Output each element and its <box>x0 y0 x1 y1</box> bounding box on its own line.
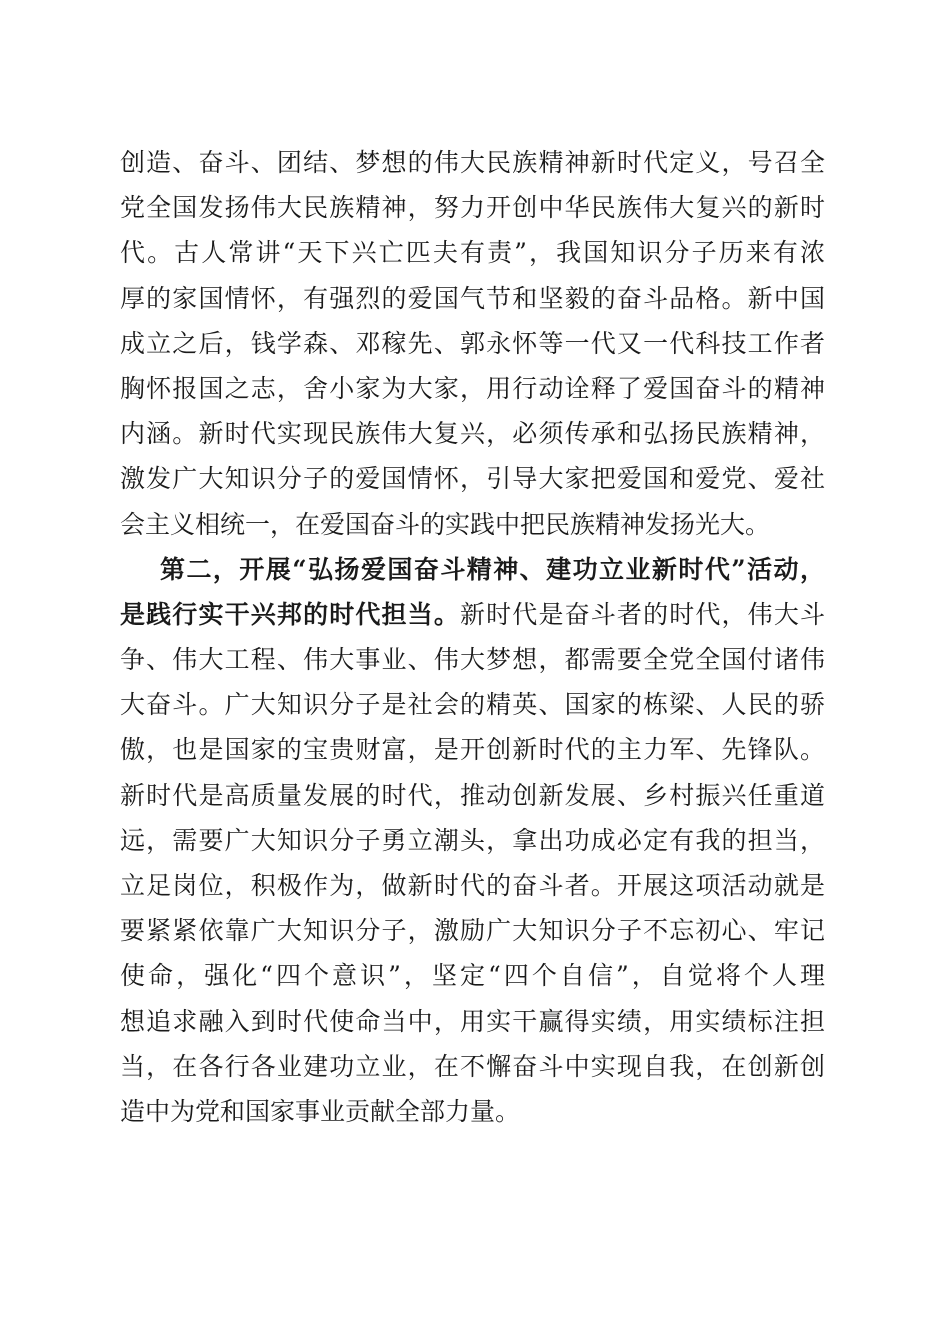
text-line: 大奋斗。广大知识分子是社会的精英、国家的栋梁、人民的骄 <box>120 690 825 720</box>
text-line: 远，需要广大知识分子勇立潮头，拿出功成必定有我的担当， <box>120 825 825 855</box>
section-heading-end: 是践行实干兴邦的时代担当。 <box>120 599 460 629</box>
text-line: 造中为党和国家事业贡献全部力量。 <box>120 1096 521 1126</box>
text-line: 当，在各行各业建功立业，在不懈奋斗中实现自我，在创新创 <box>120 1051 825 1081</box>
text-line: 成立之后，钱学森、邓稼先、郭永怀等一代又一代科技工作者 <box>120 328 825 358</box>
text-line: 胸怀报国之志，舍小家为大家，用行动诠释了爱国奋斗的精神 <box>120 373 825 403</box>
document-body <box>120 140 825 1134</box>
text-line: 新时代是高质量发展的时代，推动创新发展、乡村振兴任重道 <box>120 780 825 810</box>
section-heading-line: 第二，开展“弘扬爱国奋斗精神、建功立业新时代”活动， <box>160 554 825 584</box>
text-segment: 新时代是奋斗者的时代，伟大斗 <box>460 599 825 629</box>
text-line <box>120 592 825 637</box>
text-line: 争、伟大工程、伟大事业、伟大梦想，都需要全党全国付诸伟 <box>120 645 825 675</box>
text-line: 使命，强化“四个意识”，坚定“四个自信”，自觉将个人理 <box>120 961 825 991</box>
text-line: 想追求融入到时代使命当中，用实干赢得实绩，用实绩标注担 <box>120 1006 825 1036</box>
text-line: 会主义相统一，在爱国奋斗的实践中把民族精神发扬光大。 <box>120 509 771 539</box>
text-line: 激发广大知识分子的爱国情怀，引导大家把爱国和爱党、爱社 <box>120 464 825 494</box>
text-line: 傲，也是国家的宝贵财富，是开创新时代的主力军、先锋队。 <box>120 735 825 765</box>
text-line: 要紧紧依靠广大知识分子，激励广大知识分子不忘初心、牢记 <box>120 916 825 946</box>
text-line: 创造、奋斗、团结、梦想的伟大民族精神新时代定义，号召全 <box>120 148 825 177</box>
paragraph-1 <box>120 140 825 547</box>
paragraph-2 <box>120 547 825 1134</box>
text-line: 代。古人常讲“天下兴亡匹夫有责”，我国知识分子历来有浓 <box>120 238 825 268</box>
text-line: 内涵。新时代实现民族伟大复兴，必须传承和弘扬民族精神， <box>120 419 825 449</box>
text-line: 党全国发扬伟大民族精神，努力开创中华民族伟大复兴的新时 <box>120 193 825 223</box>
text-line: 立足岗位，积极作为，做新时代的奋斗者。开展这项活动就是 <box>120 871 825 900</box>
text-line: 厚的家国情怀，有强烈的爱国气节和坚毅的奋斗品格。新中国 <box>120 283 825 313</box>
